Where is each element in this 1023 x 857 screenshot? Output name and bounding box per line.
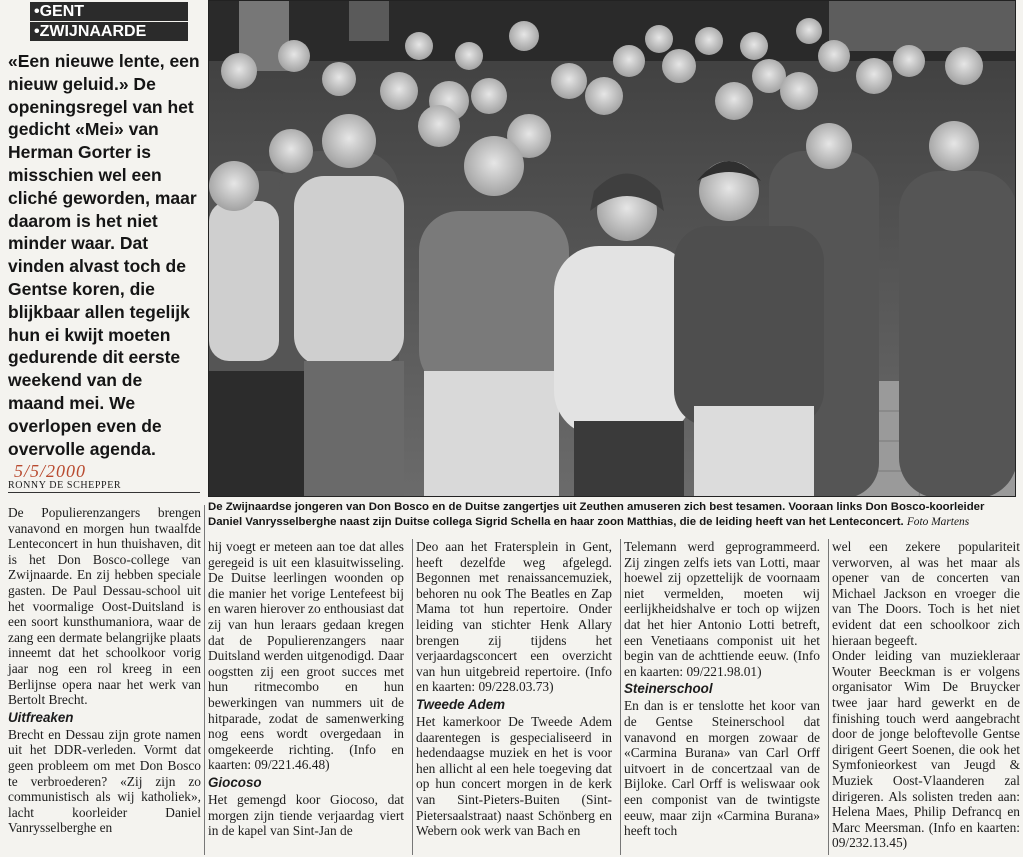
article-paragraph: Onder leiding van muziekleraar Wouter Beeckman is er volgens organisator Wim De Bruycker twee jaar hard gewerkt en de finishing touch werd aangebracht door de jonge beloftevolle Gentse dirigent Geert Soenen, die ook het Symfonieorkest van Jeugd & Muziek Oost-Vlaanderen zal dirigeren. Als solisten treden aan: Helena Maes, Philip Defrancq en Marc Meersman. (Info en kaarten: 09/232.13.45) bbox=[832, 648, 1020, 851]
article-column-5 bbox=[832, 539, 1020, 851]
article-column-2 bbox=[208, 539, 404, 839]
article-column-1 bbox=[8, 505, 201, 836]
subheading-tweede-adem: Tweede Adem bbox=[416, 696, 506, 712]
caption-text: De Zwijnaardse jongeren van Don Bosco en de Duitse zangertjes uit Zeuthen amuseren zich best tesamen. Vooraan links Don Bosco-koorleider Daniel Vanrysselberghe naast zijn Duitse collega Sigrid Schella en haar zoon Matthias, die de leiding heeft van het Lenteconcert. bbox=[208, 501, 985, 528]
article-paragraph: Brecht en Dessau zijn grote namen uit het DDR-verleden. Vormt dat geen probleem om met Don Bosco te verbroederen? «Zij zijn zo communistisch als wij katholiek», lacht koorleider Daniel Vanrysselberghe en bbox=[8, 726, 201, 836]
article-paragraph: Telemann werd geprogrammeerd. Zij zingen zelfs iets van Lotti, maar hoewel zij opzettelijk de voornaam niet vermelden, moeten wij eerlijkheidshalve er toch op wijzen dat het hier Antonio Lotti betreft, een Venetiaans componist uit het begin van de achttiende eeuw. (Info en kaarten: 09/221.98.01) bbox=[624, 539, 820, 679]
article-paragraph: Het kamerkoor De Tweede Adem daarentegen is gespecialiseerd in hedendaagse muziek en het is voor hen allicht al een hele toegeving dat op hun concert morgen in de kerk van Sint-Pieters-Buiten (Sint-Pietersaalstraat) naast Schönberg en Webern ook werk van Bach en bbox=[416, 713, 612, 839]
article-paragraph: En dan is er tenslotte het koor van de Gentse Steinerschool dat vanavond en morgen zowaar de «Carmina Burana» van Carl Orff uitvoert in de concertzaal van de Bijloke. Carl Orff is weliswaar ook een componist van de twintigste eeuw, maar zijn «Carmina Burana» heeft toch bbox=[624, 698, 820, 839]
article-column-4 bbox=[624, 539, 820, 839]
photo-credit: Foto Martens bbox=[906, 516, 970, 528]
article-paragraph: wel een zekere populariteit verworven, al was het maar als opener van de concerten van Michael Jackson en vroeger die van The Doors. Toch is het niet evident dat een schoolkoor zich hieraan begeeft. bbox=[832, 539, 1020, 648]
location-label-zwijnaarde: •ZWIJNAARDE bbox=[30, 22, 188, 41]
photo-caption bbox=[208, 500, 1016, 530]
subheading-giocoso: Giocoso bbox=[208, 774, 262, 790]
column-divider bbox=[828, 539, 829, 855]
subheading-uitfreaken: Uitfreaken bbox=[8, 709, 74, 725]
column-divider bbox=[204, 505, 205, 855]
article-paragraph: Deo aan het Fratersplein in Gent, heeft dezelfde weg afgelegd. Begonnen met renaissancemuziek, behoren nu ook The Beatles en Zap Mama tot hun repertoire. Onder leiding van stichter Henk Allary brengen zij tijdens het verjaardagsconcert een overzicht van hun uitgebreid repertoire. (Info en kaarten: 09/228.03.73) bbox=[416, 539, 612, 695]
group-photo-illustration bbox=[209, 1, 1016, 497]
subheading-steinerschool: Steinerschool bbox=[624, 681, 713, 697]
column-divider bbox=[412, 539, 413, 855]
handwritten-date: 5/5/2000 bbox=[14, 461, 87, 482]
article-column-3 bbox=[416, 539, 612, 839]
location-label-gent: •GENT bbox=[30, 2, 188, 21]
column-divider bbox=[620, 539, 621, 855]
group-photo bbox=[208, 0, 1016, 497]
intro-text: «Een nieuwe lente, een nieuw geluid.» De openingsregel van het gedicht «Mei» van Herman Gorter is misschien wel een cliché geworden, maar daarom is het niet minder waar. Dat vinden alvast toch de Gentse koren, die blijkbaar allen tegelijk hun ei kwijt moeten gedurende dit eerste weekend van de maand mei. We overlopen even de overvolle agenda. bbox=[8, 51, 200, 459]
article-paragraph: hij voegt er meteen aan toe dat alles geregeid is uit een klasuitwisseling. De Duitse leerlingen woonden op die manier het vorige Lentefeest bij en waren hierover zo enthousiast dat zij van hun leraars gedaan kregen dat de Populierenzangers naar Duitsland werden uitgenodigd. Daar oogstten zij een groot succes met hun ritmecombo en hun bewerkingen van nummers uit de hitparade, zodat de samenwerking nog eens wordt overgedaan in omgekeerde richting. (Info en kaarten: 09/221.46.48) bbox=[208, 539, 404, 773]
byline: RONNY DE SCHEPPER bbox=[8, 480, 200, 493]
article-paragraph: Het gemengd koor Giocoso, dat morgen zijn tiende verjaardag viert in de kapel van Sint-Jan de bbox=[208, 791, 404, 839]
intro-paragraph bbox=[8, 50, 200, 483]
article-paragraph: De Populierenzangers brengen vanavond en morgen hun twaalfde Lenteconcert in hun thuishaven, dit is het Don Bosco-college van Zwijnaarde. En zij hebben speciale gasten. De Paul Dessau-school uit het voormalige Oost-Duitsland is een soort kunsthumaniora, waar de zang een dermate belangrijke plaats inneemt dat het schoolkoor vorig jaar nog een rol kreeg in een Berlijnse opera naar het werk van Bertolt Brecht. bbox=[8, 505, 201, 708]
